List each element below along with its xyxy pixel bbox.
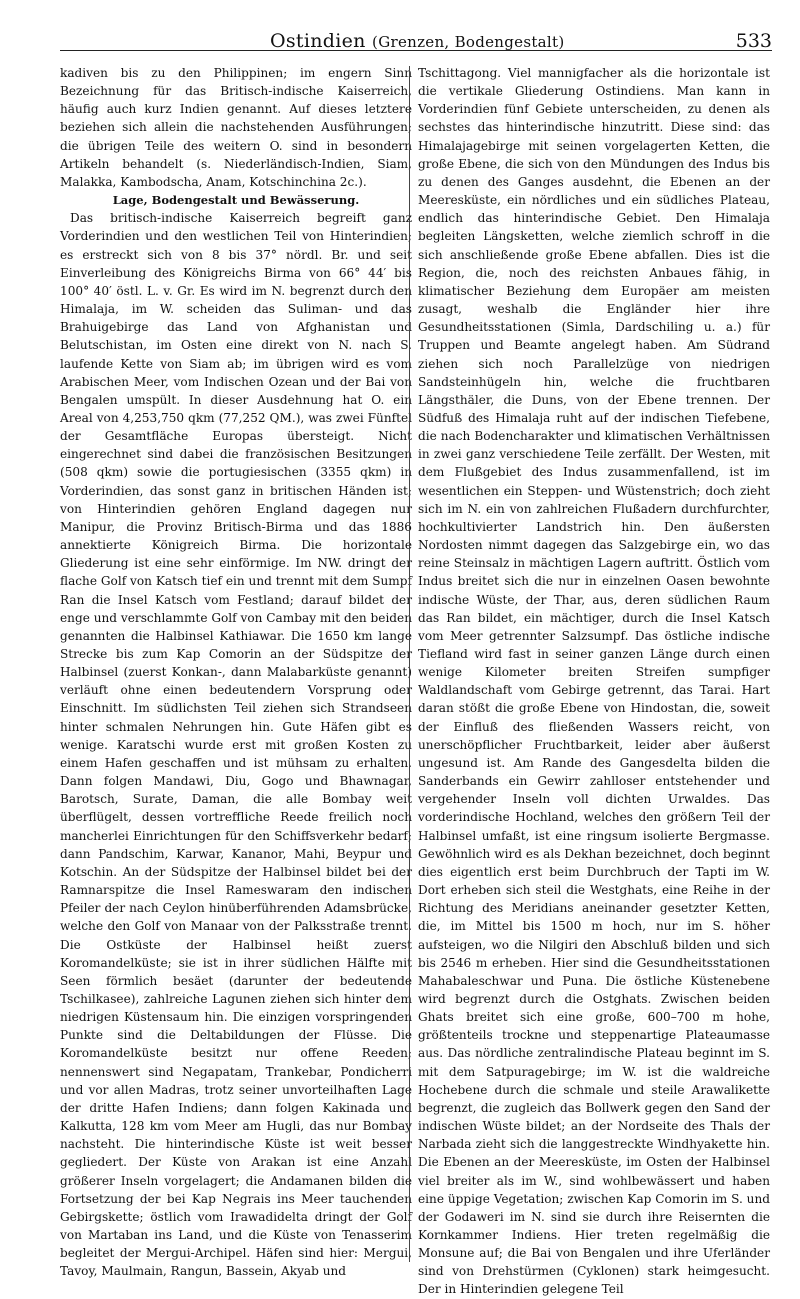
header-subtitle: (Grenzen, Bodengestalt) xyxy=(372,33,565,51)
page-header xyxy=(0,10,800,54)
right-paragraph: Tschittagong. Viel mannigfacher als die horizontale ist die vertikale Gliederung Ostindiens. Man kann in Vorderindien fünf Gebiete unterscheiden, zu denen als sechstes das hinterindische hinzutritt. Diese sind: das Himalajagebirge mit seinen vorgelagerten Ketten, die große Ebene, die sich von den Mündungen des Indus bis zu denen des Ganges ausdehnt, die Ebenen an der Meeresküste, ein nördliches und ein südliches Plateau, endlich das hinterindische Gebiet. Den Himalaja begleiten Längsketten, welche ziemlich schroff in die sich anschließende große Ebene abfallen. Dies ist die Region, die, noch des reichsten Anbaues fähig, in klimatischer Beziehung dem Europäer am meisten zusagt, weshalb die Engländer hier ihre Gesundheitsstationen (Simla, Dardschiling u. a.) für Truppen und Beamte angelegt haben. Am Südrand ziehen sich noch Parallelzüge von niedrigen Sandsteinhügeln hin, welche die fruchtbaren Längsthäler, die Duns, von der Ebene trennen. Der Südfuß des Himalaja ruht auf der indischen Tiefebene, die nach Bodencharakter und klimatischen Verhältnissen in zwei ganz verschiedene Teile zerfällt. Der Westen, mit dem Flußgebiet des Indus zusammenfallend, ist im wesentlichen ein Steppen- und Wüstenstrich; doch zieht sich im N. ein von zahlreichen Flußadern durchfurchter, hochkultivierter Landstrich hin. Den äußersten Nordosten nimmt dagegen das Salzgebirge ein, wo das reine Steinsalz in mächtigen Lagern auftritt. Östlich vom Indus breitet sich die nur in einzelnen Oasen bewohnte indische Wüste, der Thar, aus, deren südlichen Raum das Ran bildet, ein mächtiger, durch die Insel Katsch vom Meer getrennter Salzsumpf. Das östliche indische Tiefland wird fast in seiner ganzen Länge durch einen wenige Kilometer breiten Streifen sumpfiger Waldlandschaft vom Gebirge getrennt, das Tarai. Hart daran stößt die große Ebene von Hindostan, die, soweit der Einfluß des fließenden Wassers reicht, von unerschöpflicher Fruchtbarkeit, leider aber äußerst ungesund ist. Am Rande des Gangesdelta bilden die Sanderbands ein Gewirr zahlloser entstehender und vergehender Inseln voll dichten Urwaldes. Das vorderindische Hochland, welches den größern Teil der Halbinsel umfaßt, ist eine ringsum isolierte Bergmasse. Gewöhnlich wird es als Dekhan bezeichnet, doch beginnt dies eigentlich erst beim Durchbruch der Tapti im W. Dort erheben sich steil die Westghats, eine Reihe in der Richtung des Meridians aneinander gesetzter Ketten, die, im Mittel bis 1500 m hoch, nur im S. höher aufsteigen, wo die Nilgiri den Abschluß bilden und sich bis 2546 m erheben. Hier sind die Gesundheitsstationen Mahabaleschwar und Puna. Die östliche Küstenebene wird begrenzt durch die Ostghats. Zwischen beiden Ghats breitet sich eine große, 600–700 m hohe, größtenteils trockne und steppenartige Plateaumasse aus. Das nördliche zentralindische Plateau beginnt im S. mit dem Satpuragebirge; im W. ist die waldreiche Hochebene durch die schmale und steile Arawalikette begrenzt, die zugleich das Bollwerk gegen den Sand der indischen Wüste bildet; an der Nordseite des Thals der Narbada zieht sich die langgestreckte Windhyakette hin. Die Ebenen an der Meeresküste, im Osten der Halbinsel viel breiter als im W., sind wohlbewässert und haben eine üppige Vegetation; zwischen Kap Comorin im S. und der Godaweri im N. sind sie durch ihre Reisernten die Kornkammer Indiens. Hier treten regelmäßig die Monsune auf; die Bai von Bengalen und ihre Uferländer sind von Drehstürmen (Cyklonen) stark heimgesucht. Der in Hinterindien gelegene Teil xyxy=(418,66,770,1297)
page-number: 533 xyxy=(735,30,772,52)
section-heading: Lage, Bodengestalt und Bewässerung. xyxy=(112,193,360,208)
left-column xyxy=(60,64,412,1280)
left-paragraph-intro: kadiven bis zu den Philippinen; im engern Sinn Bezeichnung für das Britisch-indische Kaiserreich, häufig auch kurz Indien genannt. Auf dieses letztere beziehen sich allein die nachstehenden Ausführungen; die übrigen Teile des weitern O. sind in besondern Artikeln behandelt (s. Niederländisch-Indien, Siam, Malakka, Kambodscha, Anam, Kotschinchina 2c.). xyxy=(60,66,412,189)
running-title xyxy=(270,30,564,52)
header-title: Ostindien xyxy=(270,30,366,52)
header-rule xyxy=(60,50,772,51)
right-column xyxy=(418,64,770,1299)
column-divider xyxy=(409,66,410,1262)
left-paragraph-main: Das britisch-indische Kaiserreich begreift ganz Vorderindien und den westlichen Teil von Hinterindien; es erstreckt sich von 8 bis 37° nördl. Br. und seit Einverleibung des Königreichs Birma von 66° 44′ bis 100° 40′ östl. L. v. Gr. Es wird im N. begrenzt durch den Himalaja, im W. scheiden das Suliman- und das Brahuigebirge das Land von Afghanistan und Belutschistan, im Osten eine direkt von N. nach S. laufende Kette von Siam ab; im übrigen wird es vom Arabischen Meer, vom Indischen Ozean und der Bai von Bengalen umspült. In dieser Ausdehnung hat O. ein Areal von 4,253,750 qkm (77,252 QM.), was zwei Fünftel der Gesamtfläche Europas übersteigt. Nicht eingerechnet sind dabei die französischen Besitzungen (508 qkm) sowie die portugiesischen (3355 qkm) in Vorderindien, das sonst ganz in britischen Händen ist; von Hinterindien gehören England dagegen nur Manipur, die Provinz Britisch-Birma und das 1886 annektierte Königreich Birma. Die horizontale Gliederung ist eine sehr einförmige. Im NW. dringt der flache Golf von Katsch tief ein und trennt mit dem Sumpf Ran die Insel Katsch vom Festland; darauf bildet der enge und verschlammte Golf von Cambay mit den beiden genannten die Halbinsel Kathiawar. Die 1650 km lange Strecke bis zum Kap Comorin an der Südspitze der Halbinsel (zuerst Konkan-, dann Malabarküste genannt) verläuft ohne einen bedeutendern Vorsprung oder Einschnitt. Im südlichsten Teil ziehen sich Strandseen hinter schmalen Nehrungen hin. Gute Häfen gibt es wenige. Karatschi wurde erst mit großen Kosten zu einem Hafen geschaffen und ist mühsam zu erhalten. Dann folgen Mandawi, Diu, Gogo und Bhawnagar, Barotsch, Surate, Daman, die alle Bombay weit überflügelt, dessen vortreffliche Reede freilich noch mancherlei Einrichtungen für den Schiffsverkehr bedarf; dann Pandschim, Karwar, Kananor, Mahi, Beypur und Kotschin. An der Südspitze der Halbinsel bildet bei der Ramnarspitze die Insel Rameswaram den indischen Pfeiler der nach Ceylon hinüberführenden Adamsbrücke, welche den Golf von Manaar von der Palksstraße trennt. Die Ostküste der Halbinsel heißt zuerst Koromandelküste; sie ist in ihrer südlichen Hälfte mit Seen förmlich besäet (darunter der bedeutende Tschilkasee), zahlreiche Lagunen ziehen sich hinter dem niedrigen Küstensaum hin. Die einzigen vorspringenden Punkte sind die Deltabildungen der Flüsse. Die Koromandelküste besitzt nur offene Reeden; nennenswert sind Negapatam, Trankebar, Pondicherri und vor allen Madras, trotz seiner unvorteilhaften Lage der dritte Hafen Indiens; dann folgen Kakinada und Kalkutta, 128 km vom Meer am Hugli, das nur Bombay nachsteht. Die hinterindische Küste ist weit besser gegliedert. Der Küste von Arakan ist eine Anzahl größerer Inseln vorgelagert; die Andamanen bilden die Fortsetzung der bei Kap Negrais ins Meer tauchenden Gebirgskette; östlich vom Irawadidelta dringt der Golf von Martaban ins Land, und die Küste von Tenasserim begleitet der Mergui-Archipel. Häfen sind hier: Mergui, Tavoy, Maulmain, Rangun, Bassein, Akyab und xyxy=(60,211,412,1279)
